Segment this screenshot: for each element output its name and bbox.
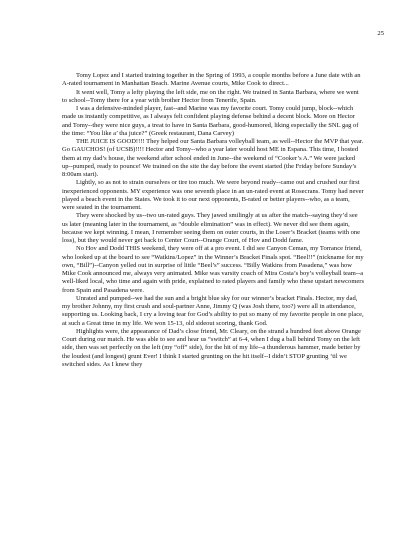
paragraph: No Hov and Dodd THIS weekend, they were off at a pro event. I did see Canyon Ceman, my Torrance friend, who looked up at the board to see “Watkins/Lopez” in the Winner’s Bracket Finals spot. “Beel!!” (nickname for my own, “Bill”)--Canyon yelled out in surprise of little “Beel’s” success. “Billy Watkins from Pasadena,” was how Mike Cook announced me, always very animated. Mike was varsity coach of Mira Costa’s boy’s volleyball team--a well-liked local, who time and again with pride, explained to rated players and family who these upstart newcomers from Spain and Pasadena were. — [62, 245, 364, 294]
paragraph: THE JUICE IS GOOD!!!! They helped our Santa Barbara volleyball team, as well--Hector the MVP that year. Go GAUCHOS! (of UCSB)!!!! Hector and Tomy--who a year later would host ME in Espana. This time, I hosted them at my dad’s house, the weekend after school ended in June--the weekend of “Cooker’s A.” We were jacked up--pumped, ready to pounce! We trained on the site the day before the event started (the Friday before Sunday’s 8:00am start). — [62, 138, 364, 178]
paragraph: It went well, Tomy a lefty playing the left side, me on the right. We trained in Santa Barbara, where we went to school--Tomy there for a year with brother Hector from Tenerife, Spain. — [62, 88, 359, 104]
page-number: 25 — [377, 30, 384, 37]
body-text — [62, 72, 364, 369]
paragraph: Tomy Lopez and I started training together in the Spring of 1993, a couple months before a June date with an A-rated tournament in Manhattan Beach. Marine Avenue courts, Mike Cook to direct... — [62, 72, 361, 88]
paragraph: Lightly, so as not to strain ourselves or tire too much. We were beyond ready--came out and crushed our first inexperienced opponents. MY experience was one seventh place in an un-rated event at Rosecrans. Tomy had never played a beach event in the States. We took it to our next opponents, B-rated or better players--who, as a team, were seated in the tournament. — [62, 179, 364, 211]
paragraph: They were shocked by us--two un-rated guys. They jawed smilingly at us after the match--saying they’d see us later (meaning later in the tournament, as “double elimination” was in effect). We never did see them again, because we kept winning. I mean, I remember seeing them on outer courts, in the Loser’s Bracket (teams with one loss), but they would never get back to Center Court--Orange Court, of Hov and Dodd fame. — [62, 212, 361, 244]
paragraph: Unrated and pumped--we had the sun and a bright blue sky for our winner’s bracket Finals. Hector, my dad, my brother Johnny, my first crush and soul-partner Anne, Jimmy Q (was Josh there, too?) were all in attendance, supporting us. Looking back, I cry a loving tear for God’s ability to put so many of my favorite people in one place, at such a Great time in my life. We won 15-13, old sideout scoring, thank God. — [62, 294, 364, 327]
paragraph: I was a defensive-minded player, fast--and Marine was my favorite court. Tomy could jump, block--which made us instantly competitive, as I always felt confident playing defense behind a decent block. More on Hector and Tomy--they were nice guys, a treat to have in Santa Barbara, good-humored, liking especially the SNL gag of the time: “You like a’ tha juice?” (Greek restaurant, Dana Carvey) — [62, 105, 359, 137]
paragraph: Highlights were, the appearance of Dad’s close friend, Mr. Cleary, on the strand a hundred feet above Orange Court during our match. He was able to see and hear us “switch” at 6-4, when I dug a ball behind Tomy on the left side, then was set perfectly on the left (my “off” side), for the hit of my life--a thunderous hammer, made better by the loudest (and longest) grunt Ever! I think I started grunting on the hit itself--I didn’t STOP grunting ‘til we switched sides. As I knew they — [62, 327, 361, 368]
